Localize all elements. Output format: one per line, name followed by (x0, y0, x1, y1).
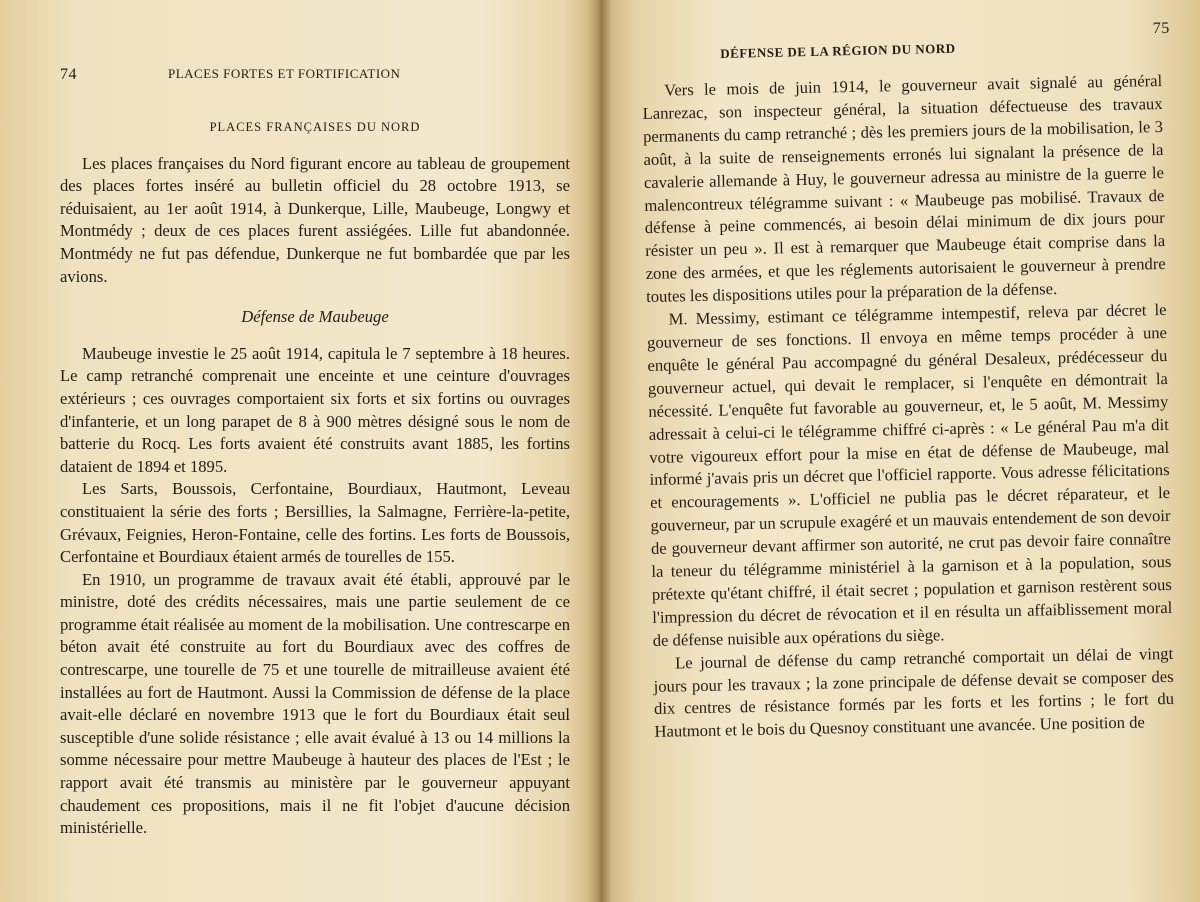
left-paragraph-4: En 1910, un programme de travaux avait été établi, approuvé par le ministre, doté des crédits nécessaires, mais une partie seulement de ce programme était réalisée au moment de la mobilisation. Une contrescarpe en béton avait été construite au fort du Bourdiaux avec des coffres de contrescarpe, une tourelle de 75 et une tourelle de mitrailleuse avaient été installées au fort de Hautmont. Aussi la Commission de défense de la place avait-elle déclaré en novembre 1913 que le fort du Bourdiaux était seul susceptible d'une solide résistance ; elle avait évalué à 13 ou 14 millions la somme nécessaire pour mettre Maubeuge à hauteur des places de l'Est ; le rapport avait été transmis au ministère par le gouverneur appuyant chaudement ces propositions, mais il ne fit l'objet d'aucune décision ministérielle. (60, 569, 570, 838)
left-paragraph-3: Les Sarts, Boussois, Cerfontaine, Bourdiaux, Hautmont, Leveau constituaient la série des forts ; Bersillies, la Salmagne, Ferrière-la-petite, Grévaux, Feignies, Heron-Fontaine, celle des fortins. Les forts de Boussois, Cerfontaine et Bourdiaux étaient armés de tourelles de 155. (60, 479, 570, 567)
right-running-header (720, 19, 1170, 61)
left-running-head-title: PLACES FORTES ET FORTIFICATION (168, 66, 401, 81)
section-heading: PLACES FRANÇAISES DU NORD (209, 120, 421, 134)
right-page (600, 0, 1200, 902)
right-running-head-title: DÉFENSE DE LA RÉGION DU NORD (720, 40, 956, 61)
left-running-header (60, 66, 550, 86)
right-page-number: 75 (1152, 19, 1170, 38)
left-page-number: 74 (60, 66, 77, 83)
right-paragraph-3: Le journal de défense du camp retranché comportait un délai de vingt jours pour les travaux ; la zone principale de défense devait se composer des dix centres de résistance formés par les forts et les fortins ; le fort du Hautmont et le bois du Quesnoy constituant une avancée. Une position de (653, 643, 1175, 742)
left-paragraph-1: Les places françaises du Nord figurant encore au tableau de groupement des places fortes inséré au bulletin officiel du 28 octobre 1913, se réduisaient, au 1er août 1914, à Dunkerque, Lille, Maubeuge, Longwy et Montmédy ; deux de ces places furent assiégées. Lille fut abandonnée. Montmédy ne fut pas défendue, Dunkerque ne fut bombardée que par les avions. (60, 153, 570, 286)
subheading: Défense de Maubeuge (241, 307, 389, 327)
left-paragraph-2: Maubeuge investie le 25 août 1914, capitula le 7 septembre à 18 heures. Le camp retranché comprenait une enceinte et une ceinture d'ouvrages extérieurs ; ces ouvrages comportaient six forts et six fortins ou ouvrages d'infanterie, et un long parapet de 8 à 900 mètres désigné sous le nom de batterie du Rocq. Les forts avaient été construits avant 1885, les fortins dataient de 1894 et 1895. (60, 343, 570, 476)
left-page-body (60, 116, 570, 840)
left-page (0, 0, 590, 902)
right-paragraph-1: Vers le mois de juin 1914, le gouverneur avait signalé au général Lanrezac, son inspecteur général, la situation défectueuse des travaux permanents du camp retranché ; dès les premiers jours de la mobilisation, le 3 août, à la suite de renseignements erronés lui signalant la présence de la cavalerie allemande à Huy, le gouverneur adressa au ministre de la guerre le malencontreux télégramme suivant : « Maubeuge pas mobilisé. Travaux de défense à peine commencés, ai besoin délai minimum de dix jours pour résister un peu ». Il est à remarquer que Maubeuge était comprise dans la zone des armées, et que les réglements autorisaient le gouverneur à prendre toutes les dispositions utiles pour la préparation de la défense. (642, 71, 1166, 307)
right-paragraph-2: M. Messimy, estimant ce télégramme intempestif, releva par décret le gouverneur de ses fonctions. Il envoya en même temps procéder à une enquête le général Pau accompagné du général Desaleux, prédécesseur du gouverneur actuel, qui devait le remplacer, si l'enquête en démontrait la nécessité. L'enquête fut favorable au gouverneur, et, le 5 août, M. Messimy adressait à celui-ci le télégramme chiffré ci-après : « Le général Pau m'a dit votre vigoureux effort pour la mise en état de défense de Maubeuge, mal informé j'avais pris un décret que l'officiel rapporte. Vous adresse félicitations et encouragements ». L'officiel ne publia pas le décret réparateur, et le gouverneur, par un scrupule exagéré et un mauvais entendement de son devoir de gouverneur devant affirmer son autorité, ne crut pas devoir faire connaître la teneur du télégramme ministériel à la garnison et à la population, sous prétexte qu'étant chiffré, il était secret ; population et garnison restèrent sous l'impression du décret de révocation et il en résulta un affaiblissement moral de défense nuisible aux opérations du siège. (646, 300, 1173, 650)
right-page-body (642, 70, 1175, 744)
